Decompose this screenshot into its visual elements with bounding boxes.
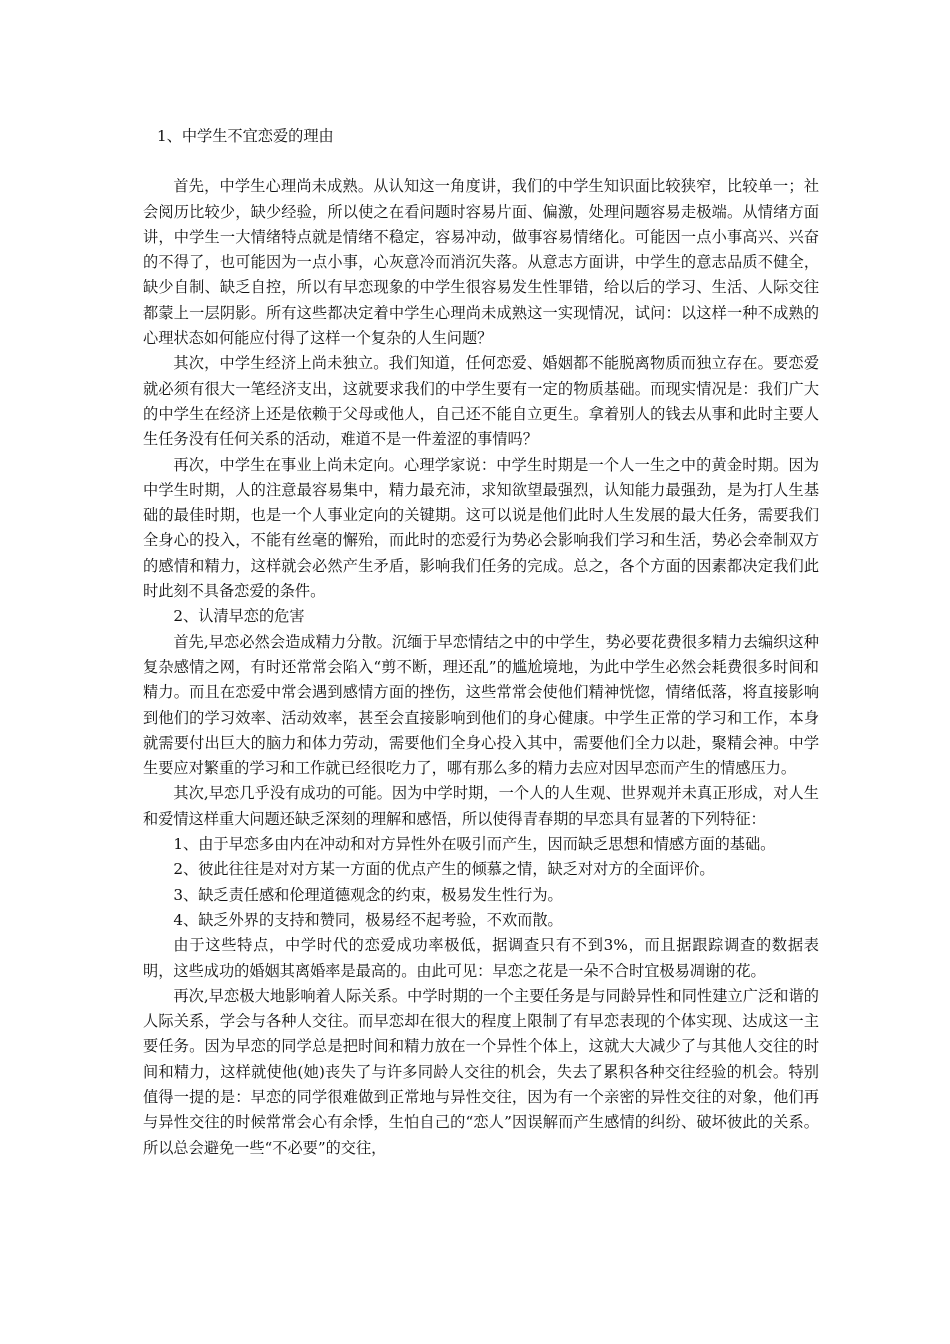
section-heading-2: 2、认清早恋的危害 <box>173 607 305 626</box>
list-item: 3、缺乏责任感和伦理道德观念的约束，极易发生性行为。 <box>173 885 563 904</box>
document-page <box>143 124 819 1161</box>
paragraph-distraction: 首先,早恋必然会造成精力分散。沉缅于早恋情结之中的中学生，势必要花费很多精力去编织这种复杂感情之网，有时还常常会陷入“剪不断，理还乱”的尴尬境地，为此中学生必然会耗费很多时间和精力。而且在恋爱中常会遇到感情方面的挫伤，这些常常会使他们精神恍惚，情绪低落，将直接影响到他们的学习效率、活动效率，甚至会直接影响到他们的身心健康。中学生正常的学习和工作，本身就需要付出巨大的脑力和体力劳动，需要他们全身心投入其中，需要他们全力以赴，聚精会神。中学生要应对繁重的学习和工作就已经很吃力了，哪有那么多的精力去应对因早恋而产生的情感压力。 <box>143 632 819 778</box>
list-item: 1、由于早恋多由内在冲动和对方异性外在吸引而产生，因而缺乏思想和情感方面的基础。 <box>173 835 776 854</box>
paragraph-career: 再次，中学生在事业上尚未定向。心理学家说：中学生时期是一个人一生之中的黄金时期。因为中学生时期，人的注意最容易集中，精力最充沛，求知欲望最强烈，认知能力最强劲，是为打人生基础的最佳时期，也是一个人事业定向的关键期。这可以说是他们此时人生发展的最大任务，需要我们全身心的投入，不能有丝毫的懈殆，而此时的恋爱行为势必会影响我们学习和生活，势必会牵制双方的感情和精力，这样就会必然产生矛盾，影响我们任务的完成。总之，各个方面的因素都决定我们此时此刻不具备恋爱的条件。 <box>143 455 819 601</box>
paragraph-success-rate: 由于这些特点，中学时代的恋爱成功率极低，据调查只有不到3%，而且据跟踪调查的数据表明，这些成功的婚姻其离婚率是最高的。由此可见：早恋之花是一朵不合时宜极易凋谢的花。 <box>143 936 819 980</box>
section-heading-1: 1、中学生不宜恋爱的理由 <box>157 127 334 145</box>
paragraph-psychology: 首先，中学生心理尚未成熟。从认知这一角度讲，我们的中学生知识面比较狭窄，比较单一；社会阅历比较少，缺少经验，所以使之在看问题时容易片面、偏激，处理问题容易走极端。从情绪方面讲，中学生一大情绪特点就是情绪不稳定，容易冲动，做事容易情绪化。可能因一点小事高兴、兴奋的不得了，也可能因为一点小事，心灰意冷而消沉失落。从意志方面讲，中学生的意志品质不健全，缺少自制、缺乏自控，所以有早恋现象的中学生很容易发生性罪错，给以后的学习、生活、人际交往都蒙上一层阴影。所有这些都决定着中学生心理尚未成熟这一实现情况，试问：以这样一种不成熟的心理状态如何能应付得了这样一个复杂的人生问题？ <box>143 177 819 348</box>
list-item: 4、缺乏外界的支持和赞同，极易经不起考验，不欢而散。 <box>173 910 563 929</box>
paragraph-no-success: 其次,早恋几乎没有成功的可能。因为中学时期，一个人的人生观、世界观并未真正形成，对人生和爱情这样重大问题还缺乏深刻的理解和感悟，所以使得青春期的早恋具有显著的下列特征： <box>143 784 819 828</box>
list-item: 2、彼此往往是对对方某一方面的优点产生的倾慕之情，缺乏对对方的全面评价。 <box>173 860 715 879</box>
paragraph-economy: 其次，中学生经济上尚未独立。我们知道，任何恋爱、婚姻都不能脱离物质而独立存在。要恋爱就必须有很大一笔经济支出，这就要求我们的中学生要有一定的物质基础。而现实情况是：我们广大的中学生在经济上还是依赖于父母或他人，自己还不能自立更生。拿着别人的钱去从事和此时主要人生任务没有任何关系的活动，难道不是一件羞涩的事情吗？ <box>143 354 819 449</box>
paragraph-relationships: 再次,早恋极大地影响着人际关系。中学时期的一个主要任务是与同龄异性和同性建立广泛和谐的人际关系，学会与各种人交往。而早恋却在很大的程度上限制了有早恋表现的个体实现、达成这一主要任务。因为早恋的同学总是把时间和精力放在一个异性个体上，这就大大减少了与其他人交往的时间和精力，这样就使他(她)丧失了与许多同龄人交往的机会，失去了累积各种交往经验的机会。特别值得一提的是：早恋的同学很难做到正常地与异性交往，因为有一个亲密的异性交往的对象，他们再与异性交往的时候常常会心有余悸，生怕自己的“恋人”因误解而产生感情的纠纷、破坏彼此的关系。所以总会避免一些“不必要”的交往， <box>143 986 819 1157</box>
